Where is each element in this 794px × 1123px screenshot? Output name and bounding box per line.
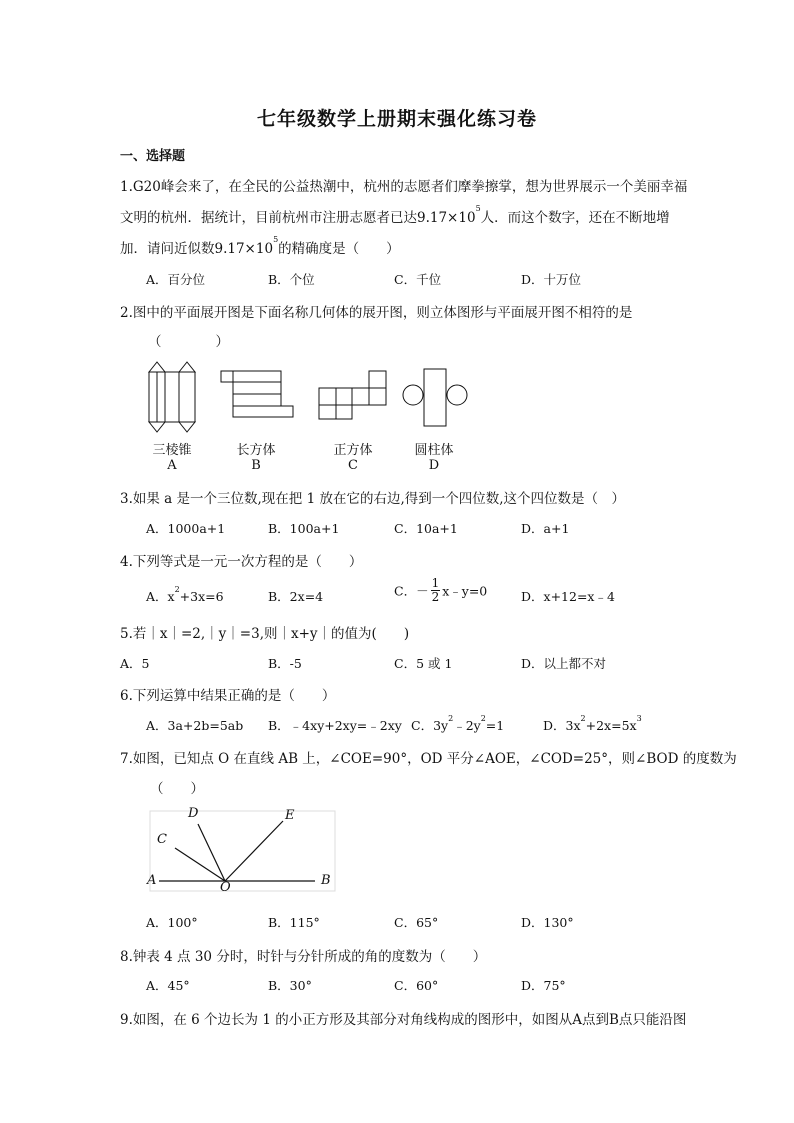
q6-option-c: C．$3y^2﹣2y^2=1$ xyxy=(411,714,505,733)
q7-option-c: C．65° xyxy=(394,915,439,930)
q7-label-e: E xyxy=(285,808,295,823)
q3-option-b: B．100a+1 xyxy=(268,521,340,536)
q5-line1: 5.若｜x｜=2,｜y｜=3,则｜x+y｜的值为( ) xyxy=(120,626,410,642)
net-b-name: 长方体 xyxy=(236,443,276,458)
q3-option-c: C．10a+1 xyxy=(394,521,458,536)
q2-line1: 2.图中的平面展开图是下面名称几何体的展开图，则立体图形与平面展开图不相符的是 xyxy=(120,305,633,321)
q7-option-d: D．130° xyxy=(521,915,574,930)
q2-line2: （ ） xyxy=(148,334,229,350)
net-d-figure xyxy=(402,368,468,430)
q3-option-a: A．1000a+1 xyxy=(146,521,226,536)
q4-option-c: C．－ $\frac{1}{2}$ x﹣y=0 xyxy=(394,576,488,604)
net-b-letter: B xyxy=(251,458,261,473)
q8-line1: 8.钟表 4 点 30 分时，时针与分针所成的角的度数为（ ） xyxy=(120,949,487,965)
net-c-name: 正方体 xyxy=(333,443,373,458)
net-a-name: 三棱锥 xyxy=(152,443,192,458)
q4-option-d: D．x+12=x﹣4 xyxy=(521,589,615,604)
q1-line1: 1.G20峰会来了，在全民的公益热潮中，杭州的志愿者们摩拳擦掌，想为世界展示一个美丽幸福 xyxy=(120,179,688,195)
net-a-letter: A xyxy=(167,458,177,473)
q5-option-a: A．5 xyxy=(120,656,150,671)
q3-line1: 3.如果 a 是一个三位数,现在把 1 放在它的右边,得到一个四位数,这个四位数是（ ） xyxy=(120,491,626,507)
q7-label-a: A xyxy=(147,873,157,888)
net-d-letter: D xyxy=(428,458,440,473)
q7-label-c: C xyxy=(157,832,167,847)
q5-option-b: B．-5 xyxy=(268,656,302,671)
q6-line1: 6.下列运算中结果正确的是（ ） xyxy=(120,688,336,704)
q7-option-b: B．115° xyxy=(268,915,320,930)
net-c-figure xyxy=(318,370,388,420)
q7-label-d: D xyxy=(188,806,199,821)
q7-label-b: B xyxy=(321,873,331,888)
q1-option-a: A．百分位 xyxy=(146,272,206,287)
q1-option-b: B．个位 xyxy=(268,272,315,287)
q1-option-d: D．十万位 xyxy=(521,272,582,287)
q5-option-c: C．5 或 1 xyxy=(394,656,453,671)
q8-option-a: A．45° xyxy=(146,978,190,993)
q7-option-a: A．100° xyxy=(146,915,198,930)
q1-line3: 加．请问近似数$9.17\times 10^5$的精确度是（ ） xyxy=(120,235,400,257)
q3-option-d: D．a+1 xyxy=(521,521,570,536)
page-title: 七年级数学上册期末强化练习卷 xyxy=(256,108,537,130)
q1-option-c: C．千位 xyxy=(394,272,442,287)
q7-line1: 7.如图，已知点 O 在直线 AB 上，∠COE=90°，OD 平分∠AOE，∠COD=25°，则∠BOD 的度数为 xyxy=(120,751,737,767)
q7-angle-figure xyxy=(145,806,340,898)
q8-option-d: D．75° xyxy=(521,978,566,993)
q4-line1: 4.下列等式是一元一次方程的是（ ） xyxy=(120,554,363,570)
net-a-figure xyxy=(148,360,198,426)
net-d-name: 圆柱体 xyxy=(414,443,454,458)
net-c-letter: C xyxy=(348,458,358,473)
q4-option-a: A．$x^2+3x=6$ xyxy=(146,585,224,604)
net-b-figure xyxy=(220,370,296,420)
q6-option-b: B．﹣4xy+2xy=﹣2xy xyxy=(268,718,402,733)
q1-line2: 文明的杭州．据统计，目前杭州市注册志愿者已达$9.17\times 10^5$人．而这个数字，还在不断地增 xyxy=(120,204,670,226)
section-heading: 一、选择题 xyxy=(120,149,186,164)
q4-option-b: B．2x=4 xyxy=(268,589,324,604)
q7-line2: （ ） xyxy=(150,781,204,797)
q6-option-a: A．3a+2b=5ab xyxy=(146,718,244,733)
q6-option-d: D．$3x^2+2x=5x^3$ xyxy=(543,714,642,733)
q5-option-d: D．以上都不对 xyxy=(521,656,607,671)
q8-option-c: C．60° xyxy=(394,978,439,993)
q9-line1: 9.如图，在 6 个边长为 1 的小正方形及其部分对角线构成的图形中，如图从A点到B点只能沿图 xyxy=(120,1012,687,1028)
q8-option-b: B．30° xyxy=(268,978,312,993)
q7-label-o: O xyxy=(220,880,231,895)
